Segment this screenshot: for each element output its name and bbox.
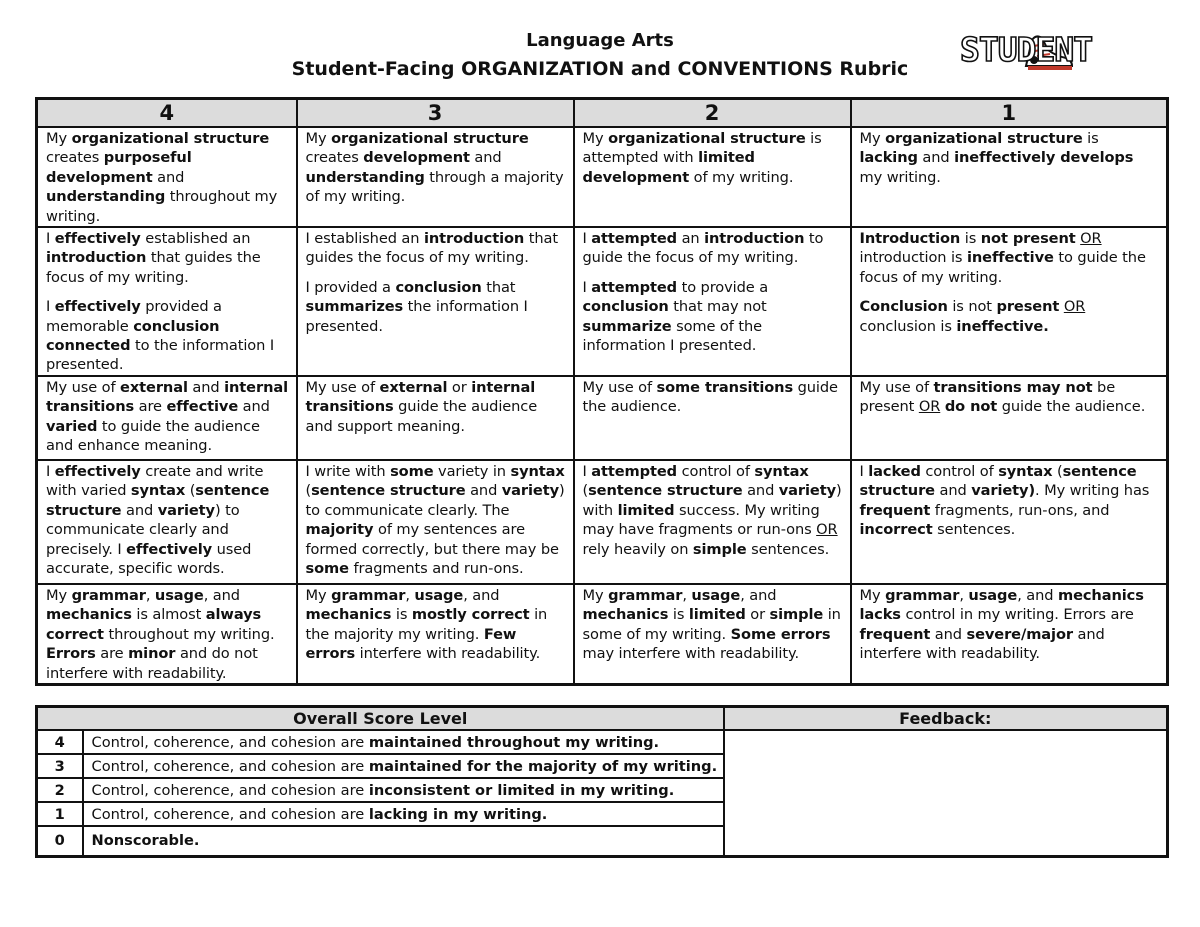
rubric-cell-level-1 [851, 227, 1168, 376]
score-table [35, 705, 1169, 858]
text-run: lacked [868, 462, 921, 480]
text-run: is [391, 606, 412, 624]
text-run: My [46, 586, 72, 604]
text-run: and [469, 149, 502, 167]
rubric-row [37, 227, 1168, 376]
text-run: in the majority my writing. [305, 606, 548, 643]
text-run: I established an [305, 230, 424, 248]
text-run: not present [980, 230, 1076, 248]
text-run: Errors [46, 645, 96, 663]
cell-paragraph [860, 586, 1160, 664]
text-run: sentence structure [46, 482, 270, 519]
text-run: interfere with readability. [355, 645, 541, 663]
rubric-cell-level-1 [851, 460, 1168, 584]
text-run: internal transitions [46, 378, 289, 416]
text-run: fragments, run-ons, and [930, 501, 1110, 519]
score-row [37, 730, 1168, 754]
text-run: , and [463, 586, 500, 604]
text-run: some of the information I presented. [582, 317, 762, 355]
text-run: ( [185, 482, 196, 500]
cell-paragraph [583, 378, 843, 417]
text-run: is almost [131, 606, 206, 624]
text-run: syntax [130, 482, 186, 500]
text-run: introduction [704, 230, 805, 248]
rubric-title: Student-Facing ORGANIZATION and CONVENTIONS Rubric [291, 58, 909, 80]
text-run: summarize [582, 317, 672, 335]
text-run: My [305, 586, 332, 604]
text-run: inconsistent or limited in my writing. [368, 781, 675, 799]
text-run: I [46, 230, 55, 248]
text-run: frequent [859, 625, 931, 643]
text-run: provided a memorable [46, 298, 222, 335]
text-run: sentences. [932, 521, 1016, 539]
cell-paragraph [583, 229, 843, 268]
text-run: an [677, 230, 705, 248]
text-run: to the information I presented. [46, 337, 275, 374]
text-run: I write with [305, 462, 391, 480]
text-run: I [582, 230, 592, 248]
text-run: may interfere with readability. [582, 645, 800, 663]
text-run: , [682, 586, 692, 604]
rubric-row [37, 376, 1168, 460]
text-run: variety [971, 482, 1029, 500]
text-run: sentence structure [311, 482, 466, 500]
text-run: syntax [754, 462, 809, 480]
text-run: are [95, 645, 129, 663]
text-run: create and write with varied [46, 462, 264, 500]
rubric-cell-level-3 [297, 460, 574, 584]
text-run: is [668, 606, 689, 624]
text-run: is not [947, 298, 997, 316]
text-run: that guides the focus of my writing. [305, 230, 558, 267]
text-run: is [960, 230, 981, 248]
rubric-table [35, 97, 1169, 686]
text-run: that [481, 278, 516, 296]
level-header-3: 3 [297, 99, 574, 128]
text-run: effective [166, 398, 239, 416]
text-run: and [934, 482, 972, 500]
rubric-cell-level-2 [574, 584, 851, 685]
text-run: usage [154, 586, 204, 604]
score-level: 1 [37, 802, 83, 826]
text-run: attempted [591, 230, 678, 248]
text-run: . My writing has [1035, 482, 1150, 500]
rubric-cell-level-4 [37, 127, 297, 227]
text-run: , [405, 586, 415, 604]
text-run: fragments and run-ons. [348, 559, 524, 577]
text-run: throughout my writing. [46, 188, 278, 225]
text-run: effectively [126, 540, 213, 558]
cell-paragraph [306, 378, 566, 436]
text-run: attempted [591, 462, 678, 480]
text-run: through a majority of my writing. [305, 168, 564, 206]
text-run: throughout my writing. [103, 625, 275, 643]
cell-paragraph [306, 586, 566, 664]
text-run: guide the audience. [582, 378, 838, 416]
text-run: introduction is [859, 249, 967, 267]
text-run: Control, coherence, and cohesion are [91, 757, 369, 775]
text-run: are [134, 398, 167, 416]
cell-paragraph [306, 462, 566, 578]
text-run: majority [305, 521, 374, 539]
text-run: mechanics [305, 606, 392, 624]
rubric-cell-level-2 [574, 127, 851, 227]
text-run: My [46, 130, 72, 147]
text-run: lacking in my writing. [368, 805, 548, 823]
text-run: , [145, 586, 155, 604]
text-run: ) [1028, 482, 1036, 500]
text-run: organizational structure [71, 130, 270, 147]
text-run: mostly correct [411, 606, 530, 624]
score-level: 3 [37, 754, 83, 778]
text-run: frequent [859, 501, 931, 519]
level-header-1: 1 [851, 99, 1168, 128]
text-run: the information I presented. [305, 298, 528, 335]
text-run: variety [501, 482, 560, 500]
text-run: attempted [591, 278, 678, 296]
text-run: some transitions [656, 378, 794, 396]
feedback-header: Feedback: [724, 707, 1168, 731]
subject-title: Language Arts [526, 30, 674, 51]
rubric-cell-level-3 [297, 584, 574, 685]
text-run: ineffectively develops [954, 149, 1134, 167]
text-run: Conclusion [859, 298, 948, 316]
text-run: conclusion [395, 278, 482, 296]
text-run: and do not interfere with readability. [46, 645, 258, 682]
text-run: present [996, 298, 1060, 316]
text-run: My [582, 586, 609, 604]
rubric-row [37, 584, 1168, 685]
text-run: My [582, 130, 609, 147]
cell-paragraph [306, 129, 566, 207]
text-run: Control, coherence, and cohesion are [91, 733, 369, 751]
text-run: and [742, 482, 779, 500]
text-run: success. My writing may have fragments or run-ons [582, 501, 820, 539]
text-run: My [305, 130, 332, 147]
text-run: development [363, 149, 470, 167]
text-run: syntax [998, 462, 1053, 480]
text-run: of my writing. [689, 168, 794, 186]
text-run: of my sentences are formed correctly, but there may be [305, 521, 559, 558]
text-run: mechanics [582, 606, 669, 624]
text-run: I [46, 298, 55, 316]
text-run: external [379, 378, 448, 396]
score-description [83, 826, 724, 856]
rubric-cell-level-3 [297, 127, 574, 227]
text-run: minor [128, 645, 176, 663]
rubric-cell-level-4 [37, 460, 297, 584]
text-run: variety in [433, 462, 511, 480]
text-run: My [859, 586, 886, 604]
cell-paragraph [46, 462, 289, 578]
text-run: introduction [46, 249, 147, 267]
rubric-cell-level-1 [851, 584, 1168, 685]
text-run: ) to communicate clearly and precisely. I [46, 501, 240, 558]
text-run: OR [918, 398, 941, 416]
rubric-cell-level-2 [574, 227, 851, 376]
text-run: OR [1063, 298, 1086, 316]
rubric-row [37, 127, 1168, 227]
cell-paragraph [583, 129, 843, 187]
text-run: , and [203, 586, 240, 604]
level-header-2: 2 [574, 99, 851, 128]
text-run: to provide a [677, 278, 769, 296]
text-run: creates [305, 149, 364, 167]
text-run: simple [769, 606, 824, 624]
cell-paragraph [860, 462, 1160, 540]
text-run: and interfere with readability. [859, 625, 1105, 663]
text-run: I provided a [305, 278, 396, 296]
score-description [83, 730, 724, 754]
text-run: My use of [46, 378, 121, 396]
text-run: Introduction [859, 230, 961, 248]
text-run: ( [305, 482, 312, 500]
score-header-row [37, 707, 1168, 731]
overall-score-header: Overall Score Level [37, 707, 724, 731]
text-run: control of [920, 462, 999, 480]
rubric-cell-level-3 [297, 376, 574, 460]
text-run: creates [46, 149, 104, 167]
text-run: grammar [885, 586, 960, 604]
rubric-cell-level-2 [574, 376, 851, 460]
text-run: lacking [859, 149, 918, 167]
text-run: effectively [54, 230, 141, 248]
text-run: used accurate, specific words. [46, 540, 252, 577]
text-run: I [859, 462, 869, 480]
text-run: usage [691, 586, 741, 604]
text-run: external [120, 378, 188, 396]
text-run: purposeful development [46, 149, 192, 186]
text-run: guide the audience and support meaning. [305, 398, 538, 435]
text-run: sentence structure [588, 482, 743, 500]
rubric-cell-level-2 [574, 460, 851, 584]
score-level: 2 [37, 778, 83, 802]
text-run: that guides the focus of my writing. [46, 249, 261, 286]
text-run: or [745, 606, 770, 624]
text-run: I [582, 462, 592, 480]
text-run: severe/major [966, 625, 1073, 643]
text-run: OR [816, 521, 838, 539]
text-run: guide the audience. [997, 398, 1146, 416]
text-run: understanding [46, 188, 166, 206]
text-run: ineffective [966, 249, 1054, 267]
text-run: usage [414, 586, 464, 604]
text-run: to guide the audience and enhance meaning. [46, 417, 260, 455]
text-run: I [582, 278, 592, 296]
text-run: , and [1017, 586, 1058, 604]
text-run: varied [46, 417, 98, 435]
text-run: and [465, 482, 502, 500]
text-run: , [959, 586, 969, 604]
text-run: ( [1052, 462, 1063, 480]
rubric-row [37, 460, 1168, 584]
cell-paragraph [306, 278, 566, 336]
text-run: limited [688, 606, 746, 624]
score-level: 4 [37, 730, 83, 754]
text-run: to guide the focus of my writing. [582, 230, 824, 267]
text-run: Some errors [730, 625, 831, 643]
text-run: effectively [54, 462, 141, 480]
text-run: conclusion is [859, 317, 957, 335]
text-run: ( [582, 482, 589, 500]
text-run: always correct [46, 606, 262, 643]
text-run: Few errors [305, 625, 517, 663]
text-run: grammar [608, 586, 683, 604]
text-run: understanding [305, 168, 425, 186]
text-run: My [859, 130, 886, 147]
text-run: Nonscorable. [91, 832, 200, 850]
text-run: some [305, 559, 349, 577]
text-run: OR [1080, 230, 1102, 248]
text-run: grammar [331, 586, 406, 604]
text-run: and [187, 378, 225, 396]
cell-paragraph [860, 229, 1160, 287]
cell-paragraph [860, 129, 1160, 187]
text-run: or [447, 378, 472, 396]
student-logo [960, 30, 1140, 72]
level-header-4: 4 [37, 99, 297, 128]
score-description [83, 778, 724, 802]
text-run: transitions may not [933, 378, 1093, 396]
text-run: , and [740, 586, 777, 604]
text-run: rely heavily on [582, 540, 693, 558]
text-run: Control, coherence, and cohesion are [91, 805, 369, 823]
text-run: limited development [582, 149, 755, 186]
text-run: and [121, 501, 158, 519]
text-run: My use of [859, 378, 934, 396]
cell-paragraph [860, 297, 1160, 336]
cell-paragraph [583, 462, 843, 559]
text-run: introduction [423, 230, 525, 248]
cell-paragraph [46, 586, 289, 683]
text-run: incorrect [859, 521, 933, 539]
text-run: grammar [71, 586, 146, 604]
text-run: control in my writing. Errors are [900, 606, 1134, 624]
cell-paragraph [583, 586, 843, 664]
text-run: that may not [668, 298, 767, 316]
rubric-cell-level-4 [37, 227, 297, 376]
text-run: My use of [582, 378, 657, 396]
cell-paragraph [583, 278, 843, 356]
rubric-body [37, 127, 1168, 684]
text-run: usage [968, 586, 1018, 604]
text-run: summarizes [305, 298, 404, 316]
text-run: syntax [510, 462, 565, 480]
text-run: ineffective. [956, 317, 1049, 335]
logo-text: STUDENT [960, 30, 1093, 69]
cell-paragraph [46, 297, 289, 375]
text-run: control of [677, 462, 755, 480]
text-run: maintained throughout my writing. [368, 733, 660, 751]
text-run: simple [692, 540, 747, 558]
cell-paragraph [46, 229, 289, 287]
text-run: organizational structure [331, 130, 529, 147]
text-run: effectively [54, 298, 141, 316]
text-run: in some of my writing. [582, 606, 841, 643]
text-run: Control, coherence, and cohesion are [91, 781, 369, 799]
text-run: sentence structure [859, 462, 1137, 500]
text-run: maintained for the majority of my writing. [368, 757, 718, 775]
text-run: limited [617, 501, 675, 519]
rubric-cell-level-4 [37, 376, 297, 460]
text-run: organizational structure [885, 130, 1083, 147]
text-run: I [46, 462, 55, 480]
text-run: sentences. [746, 540, 830, 558]
text-run: conclusion connected [46, 317, 220, 355]
text-run: my writing. [859, 168, 941, 186]
score-description [83, 802, 724, 826]
text-run: My use of [305, 378, 380, 396]
text-run: conclusion [582, 298, 669, 316]
text-run: is attempted with [582, 130, 822, 167]
text-run: ) with [582, 482, 842, 519]
text-run: to guide the focus of my writing. [859, 249, 1146, 286]
score-description [83, 754, 724, 778]
text-run: be present [859, 378, 1116, 416]
rubric-header-row [37, 99, 1168, 128]
text-run: some [390, 462, 434, 480]
score-body [37, 730, 1168, 856]
rubric-cell-level-1 [851, 376, 1168, 460]
text-run: mechanics lacks [859, 586, 1144, 624]
text-run: is [1082, 130, 1099, 147]
text-run: organizational structure [608, 130, 806, 147]
text-run: ) to communicate clearly. The [305, 482, 565, 519]
text-run: variety [778, 482, 837, 500]
score-level: 0 [37, 826, 83, 856]
cell-paragraph [46, 129, 289, 226]
text-run: and [917, 149, 955, 167]
cell-paragraph [306, 229, 566, 268]
feedback-area[interactable] [724, 730, 1168, 856]
text-run: do not [944, 398, 998, 416]
cell-paragraph [860, 378, 1160, 417]
text-run: mechanics [46, 606, 132, 624]
text-run: and [930, 625, 967, 643]
text-run: and [238, 398, 270, 416]
text-run: variety [157, 501, 215, 519]
rubric-cell-level-1 [851, 127, 1168, 227]
rubric-cell-level-3 [297, 227, 574, 376]
text-run: internal transitions [305, 378, 536, 416]
cell-paragraph [46, 378, 289, 456]
rubric-cell-level-4 [37, 584, 297, 685]
text-run: established an [140, 230, 251, 248]
text-run: and [152, 168, 185, 186]
